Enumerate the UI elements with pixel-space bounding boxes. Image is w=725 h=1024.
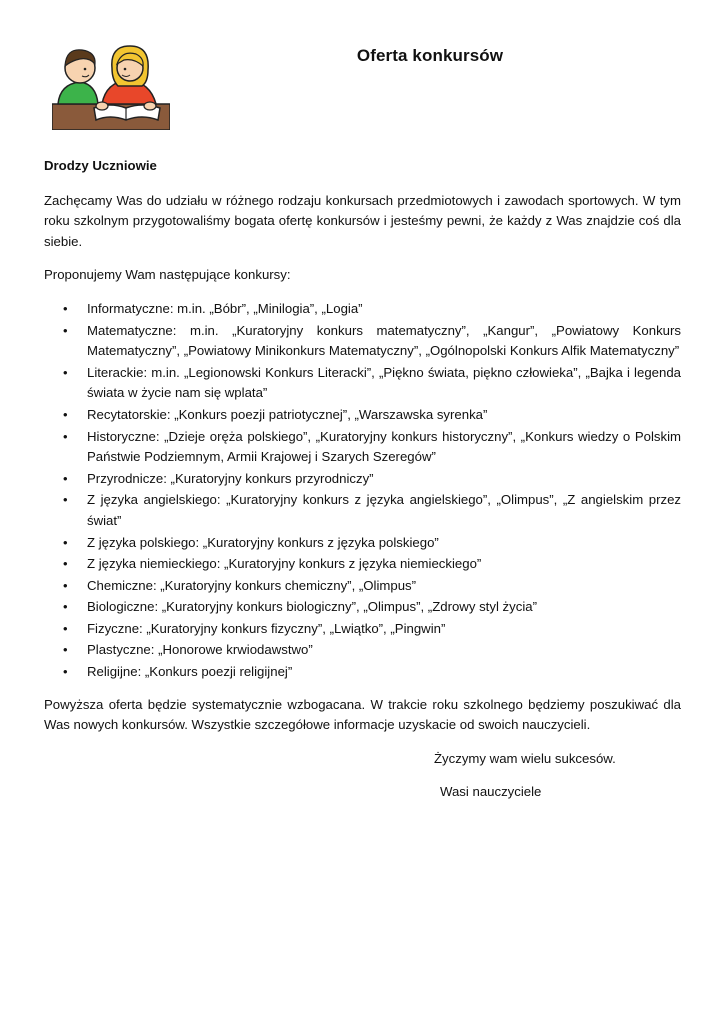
list-item-text: Plastyczne: „Honorowe krwiodawstwo”	[87, 642, 313, 658]
bullet-icon: •	[63, 300, 68, 316]
list-item	[44, 619, 681, 640]
greeting: Drodzy Uczniowie	[44, 158, 157, 173]
closing-paragraph: Powyższa oferta będzie systematycznie wzbogacana. W trakcie roku szkolnego będziemy poszukiwać dla Was nowych konkursów. Wszystkie szczegółowe informacje uzyskacie od swoich nauczycieli.	[44, 696, 681, 733]
bullet-icon: •	[63, 599, 68, 615]
list-item-text: Religijne: „Konkurs poezji religijnej”	[87, 664, 293, 680]
list-item-text: Matematyczne: m.in. „Kuratoryjny konkurs matematyczny”, „Kangur”, „Powiatowy Konkurs Matematyczny”, „Powiatowy Minikonkurs Matematyczny”, „Ogólnopolski Konkurs Alfik Matematyczny”	[87, 322, 681, 359]
bullet-icon: •	[63, 642, 68, 658]
bullet-icon: •	[63, 322, 68, 338]
list-item	[44, 640, 681, 661]
list-item	[44, 363, 681, 404]
list-item-text: Literackie: m.in. „Legionowski Konkurs Literacki”, „Piękno świata, piękno człowieka”, „Bajka i legenda świata w życie nam się wplata”	[87, 364, 681, 401]
list-item-text: Chemiczne: „Kuratoryjny konkurs chemiczny”, „Olimpus”	[87, 577, 417, 593]
list-item-text: Historyczne: „Dzieje oręża polskiego”, „Kuratoryjny konkurs historyczny”, „Konkurs wiedzy o Polskim Państwie Podziemnym, Armii Krajowej i Szarych Szeregów”	[87, 428, 681, 465]
list-item	[44, 427, 681, 468]
bullet-icon: •	[63, 620, 68, 636]
page-title: Oferta konkursów	[356, 46, 504, 65]
bullet-icon: •	[63, 577, 68, 593]
list-item-text: Biologiczne: „Kuratoryjny konkurs biologiczny”, „Olimpus”, „Zdrowy styl życia”	[87, 599, 537, 615]
letter-body	[44, 156, 681, 816]
bullet-icon: •	[63, 406, 68, 422]
list-item-text: Przyrodnicze: „Kuratoryjny konkurs przyrodniczy”	[87, 470, 374, 486]
bullet-icon: •	[63, 364, 68, 380]
list-item	[44, 554, 681, 575]
list-item	[44, 597, 681, 618]
list-item-text: Fizyczne: „Kuratoryjny konkurs fizyczny”, „Lwiątko”, „Pingwin”	[87, 620, 446, 636]
contest-list	[44, 299, 681, 683]
children-reading-book-icon	[52, 38, 170, 130]
list-item-text: Z języka angielskiego: „Kuratoryjny konkurs z języka angielskiego”, „Olimpus”, „Z angielskim przez świat”	[87, 492, 681, 528]
list-item	[44, 469, 681, 490]
list-item	[44, 299, 681, 320]
list-item	[44, 533, 681, 554]
signature: Wasi nauczyciele	[440, 784, 542, 800]
bullet-icon: •	[63, 664, 68, 680]
bullet-icon: •	[63, 470, 68, 486]
list-item	[44, 405, 681, 426]
bullet-icon: •	[63, 492, 68, 508]
bullet-icon: •	[63, 534, 68, 550]
list-item	[44, 490, 681, 531]
list-item-text: Z języka polskiego: „Kuratoryjny konkurs z języka polskiego”	[87, 534, 439, 550]
wishes-line: Życzymy wam wielu sukcesów.	[434, 750, 616, 766]
list-item-text: Recytatorskie: „Konkurs poezji patriotycznej”, „Warszawska syrenka”	[87, 406, 488, 422]
list-item-text: Informatyczne: m.in. „Bóbr”, „Minilogia”, „Logia”	[87, 300, 363, 316]
bullet-icon: •	[63, 428, 68, 444]
intro-paragraph: Zachęcamy Was do udziału w różnego rodzaju konkursach przedmiotowych i zawodach sportowych. W tym roku szkolnym przygotowaliśmy bogata ofertę konkursów i jesteśmy pewni, że każdy z Was znajdzie coś dla siebie.	[44, 192, 681, 249]
list-item	[44, 321, 681, 362]
list-item	[44, 576, 681, 597]
list-item-text: Z języka niemieckiego: „Kuratoryjny konkurs z języka niemieckiego”	[87, 556, 482, 572]
bullet-icon: •	[63, 556, 68, 572]
closing-block	[434, 749, 681, 803]
list-intro: Proponujemy Wam następujące konkursy:	[44, 267, 291, 283]
list-item	[44, 662, 681, 683]
